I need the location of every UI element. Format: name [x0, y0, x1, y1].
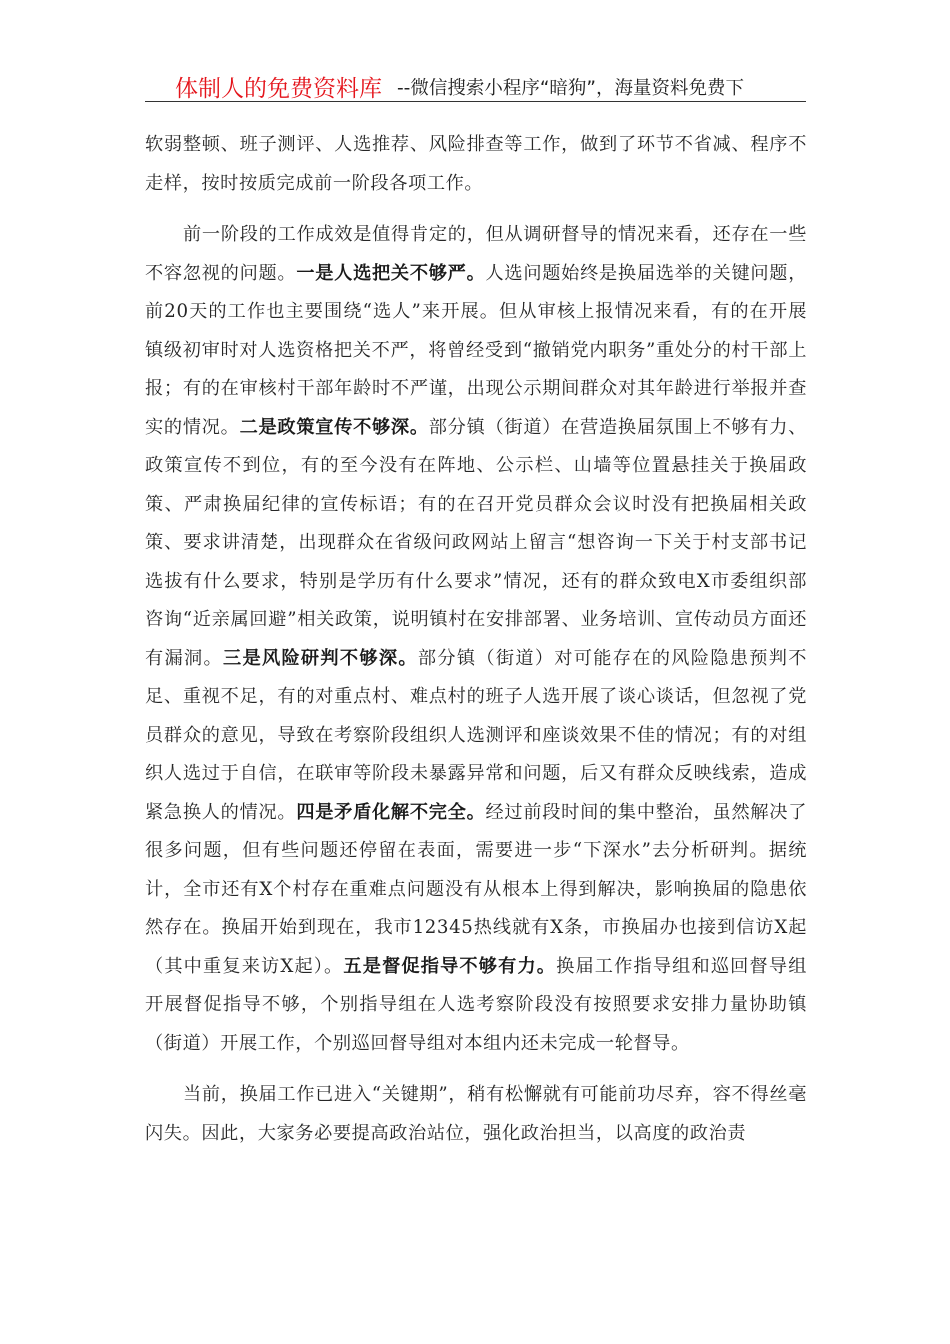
- bold-heading: 三是风险研判不够深。: [222, 647, 418, 669]
- paragraph: [145, 126, 807, 203]
- bold-heading: 四是矛盾化解不完全。: [296, 801, 486, 823]
- text-run: 部分镇（街道）在营造换届氛围上不够有力、政策宣传不到位，有的至今没有在阵地、公示栏、山墙等位置悬挂关于换届政策、严肃换届纪律的宣传标语；有的在召开党员群众会议时没有把换届相关政策、要求讲清楚，出现群众在省级问政网站上留言“想咨询一下关于村支部书记选拔有什么要求，特别是学历有什么要求”情况，还有的群众致电X市委组织部咨询“近亲属回避”相关政策，说明镇村在安排部署、业务培训、宣传动员方面还有漏洞。: [145, 416, 807, 669]
- text-run: 软弱整顿、班子测评、人选推荐、风险排查等工作，做到了环节不省减、程序不走样，按时按质完成前一阶段各项工作。: [145, 134, 807, 194]
- text-run: 当前，换届工作已进入“关键期”，稍有松懈就有可能前功尽弃，容不得丝毫闪失。因此，大家务必要提高政治站位，强化政治担当，以高度的政治责: [145, 1084, 807, 1144]
- header-divider: [145, 101, 806, 102]
- paragraph: [145, 216, 807, 1063]
- text-run: 换届工作指导组和巡回督导组开展督促指导不够，个别指导组在人选考察阶段没有按照要求安排力量协助镇（街道）开展工作，个别巡回督导组对本组内还未完成一轮督导。: [145, 955, 807, 1054]
- bold-heading: 一是人选把关不够严。: [296, 262, 486, 284]
- text-run: 人选问题始终是换届选举的关键问题，前20天的工作也主要围绕“选人”来开展。但从审核上报情况来看，有的在开展镇级初审时对人选资格把关不严，将曾经受到“撤销党内职务”重处分的村干部上报；有的在审核村干部年龄时不严谨，出现公示期间群众对其年龄进行举报并查实的情况。: [145, 262, 807, 438]
- text-run: 部分镇（街道）对可能存在的风险隐患预判不足、重视不足，有的对重点村、难点村的班子人选开展了谈心谈话，但忽视了党员群众的意见，导致在考察阶段组织人选测评和座谈效果不佳的情况；有的对组织人选过于自信，在联审等阶段未暴露异常和问题，后又有群众反映线索，造成紧急换人的情况。: [145, 647, 807, 823]
- text-run: 前一阶段的工作成效是值得肯定的，但从调研督导的情况来看，还存在一些不容忽视的问题。: [145, 224, 807, 284]
- text-run: 经过前段时间的集中整治，虽然解决了很多问题，但有些问题还停留在表面，需要进一步“下深水”去分析研判。据统计，全市还有X个村存在重难点问题没有从根本上得到解决，影响换届的隐患依然存在。换届开始到现在，我市12345热线就有X条，市换届办也接到信访X起（其中重复来访X起）。: [145, 801, 807, 977]
- paragraph: [145, 1076, 807, 1153]
- header-note: --微信搜索小程序“暗狗”，海量资料免费下: [397, 78, 745, 99]
- bold-heading: 二是政策宣传不够深。: [239, 416, 429, 438]
- page-header: [145, 70, 810, 102]
- document-body: [145, 126, 807, 1153]
- bold-heading: 五是督促指导不够有力。: [343, 955, 557, 977]
- header-brand: 体制人的免费资料库: [175, 76, 382, 102]
